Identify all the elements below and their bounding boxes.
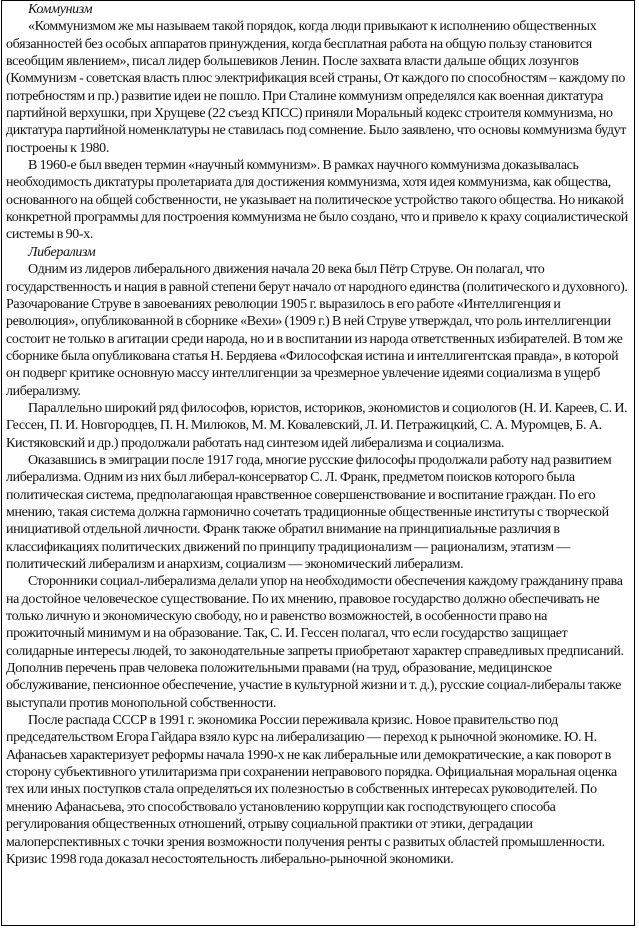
- paragraph: Оказавшись в эмиграции после 1917 года, многие русские философы продолжали работу над развитием либерализма. Одним из них был либерал-консерватор С. Л. Франк, предметом поисков которого была политическая система, предполагающая нравственное совершенствование и воспитание граждан. По его мнению, такая система должна гармонично сочетать традиционные общественные институты с творческой инициативой отдельной личности. Франк также обратил внимание на принципиальные различия в классификациях политических движений по принципу традиционализм — рационализм, этатизм — политический либерализм и анархизм, социализм — экономический либерализм.: [6, 452, 612, 572]
- paragraph: «Коммунизмом же мы называем такой порядок, когда люди привыкают к исполнению общественных обязанностей без особых аппаратов принуждения, когда бесплатная работа на общую пользу становится всеобщим явлением», писал лидер большевиков Ленин. После захвата власти дальше общих лозунгов (Коммунизм - советская власть плюс электрификация всей страны, От каждого по способностям – каждому по потребностям и пр.) развитие идеи не пошло. При Сталине коммунизм определялся как военная диктатура партийной верхушки, при Хрущеве (22 съезд КПСС) приняли Моральный кодекс строителя коммунизма, но диктатура партийной номенклатуры не ставилась под сомнение. Было заявлено, что основы коммунизма будут построены к 1980.: [6, 19, 627, 156]
- section-communism: [6, 1, 628, 244]
- paragraph: Параллельно широкий ряд философов, юристов, историков, экономистов и социологов (Н. И. Кареев, С. И. Гессен, П. И. Новгородцев, П. Н. Милюков, М. М. Ковалевский, Л. И. Петражицкий, С. А. Муромцев, Б. А. Кистяковский и др.) продолжали работать над синтезом идей либерализма и социализма.: [6, 400, 628, 451]
- paragraph: Одним из лидеров либерального движения начала 20 века был Пётр Струве. Он полагал, что государственность и нация в равной степени берут начало от народного единства (политического и духовного). Разочарование Струве в завоеваниях революции 1905 г. выразилось в его работе «Интеллигенция и революция», опубликованной в сборнике «Вехи» (1909 г.) В ней Струве утверждал, что роль интеллигенции состоит не только в агитации среди народа, но и в воспитании из народа ответственных избирателей. В том же сборнике была опубликована статья Н. Бердяева «Философская истина и интеллигентская правда», в которой он подверг критике основную массу интеллигенции за чрезмерное увлечение идеями социализма в ущерб либерализму.: [6, 262, 628, 399]
- paragraph: В 1960-е был введен термин «научный коммунизм». В рамках научного коммунизма доказывалась необходимость диктатуры пролетариата для достижения коммунизма, хотя идея коммунизма, как общества, основанного на общей собственности, не указывает на политическое устройство такого общества. Но никакой конкретной программы для построения коммунизма не было создано, что и привело к краху социалистической системы в 90-х.: [6, 158, 628, 243]
- section-heading: Коммунизм: [28, 2, 93, 17]
- document-body: [1, 0, 635, 926]
- section-heading: Либерализм: [28, 244, 96, 260]
- paragraph: После распада СССР в 1991 г. экономика России переживала кризис. Новое правительство под председательством Егора Гайдара взяло курс на либерализацию — переход к рыночной экономике. Ю. Н. Афанасьев характеризует реформы начала 1990-х не как либеральные или демократические, а как поворот в сторону субъективного утилитаризма при сохранении неправового порядка. Официальная моральная оценка тех или иных поступков стала определяться их полезностью в собственных интересах руководителей. По мнению Афанасьева, это способствовало установлению коррупции как господствующего способа регулирования общественных отношений, отрыву социальной практики от этики, деградации малоперспективных с точки зрения возможности получения ренты с развитых областей промышленности. Кризис 1998 года доказал несостоятельность либерально-рыночной экономики.: [6, 713, 617, 867]
- paragraph: Сторонники социал-либерализма делали упор на необходимости обеспечения каждому гражданину права на достойное человеческое существование. По их мнению, правовое государство должно обеспечивать не только личную и экономическую свободу, но и равенство возможностей, в особенности право на прожиточный минимум и на образование. Так, С. И. Гессен полагал, что если государство защищает солидарные интересы людей, то законодательные запреты приобретают характер справедливых предписаний. Дополнив перечень прав человека положительными правами (на труд, образование, медицинское обслуживание, пенсионное обеспечение, участие в культурной жизни и т. д.), русские социал-либералы также выступали против монопольной собственности.: [6, 574, 624, 711]
- section-liberalism: [6, 244, 628, 868]
